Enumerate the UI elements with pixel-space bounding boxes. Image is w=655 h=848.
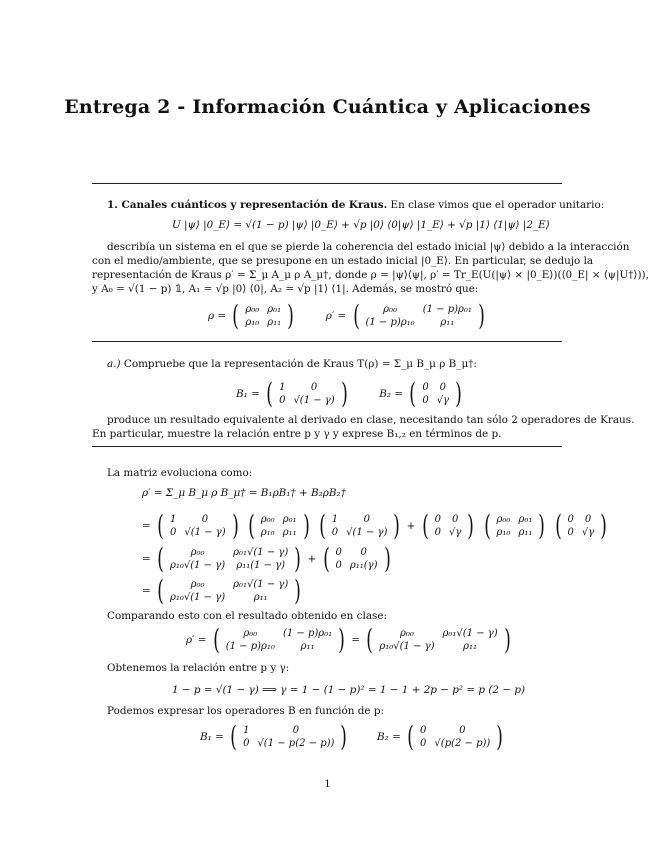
matrix-entry: ρ₀₁ [267,304,282,315]
b2-matrix [407,377,464,410]
matrix-entry: ρ₁₁ [253,592,268,603]
matrix-entry: (1 − p)ρ₀₁ [282,628,333,639]
matrix-entry: ρ₁₁ [282,527,297,538]
matrix-entry: 0 [335,547,342,558]
matrix-entry: ρ₁₁ [440,317,455,328]
matrix-grid [166,513,230,539]
right-paren: ) [338,623,345,656]
rho-prime-matrix [351,299,487,332]
section-rule [92,446,562,447]
equals-sign: = [142,585,151,597]
matrix-entry: ρ₁₁ [518,527,533,538]
left-paren: ( [409,377,417,410]
b2-lhs: B₂ = [379,388,404,400]
matrix-grid [166,546,292,572]
kraus-operators-b [236,377,465,410]
matrix-entry: ρ₀₁ [518,514,533,525]
matrix-entry: 0 [459,725,466,736]
matrix-entry: 1 [331,514,339,525]
problem-intro: En clase vimos que el operador unitario: [390,199,605,211]
problem-paragraph-line: describía un sistema en el que se pierde la coherencia del estado inicial |ψ⟩ debido a la interacción [107,241,630,253]
matrix-entry: ρ₀₀ [399,628,414,639]
matrix-entry: 1 [169,514,177,525]
b1-dagger-matrix [317,509,403,542]
equals-sign: = [142,520,151,532]
matrix-entry: ρ₁₀ [496,527,511,538]
matrix-entry: 0 [434,527,441,538]
b1-matrix [264,377,350,410]
matrix-grid [416,724,494,750]
matrix-entry: √(1 − γ) [293,395,335,406]
matrix-entry: √γ [449,527,462,538]
solution-line-1: ρ′ = Σ_μ B_μ ρ B_μ† = B₁ρB₁† + B₂ρB₂† [142,487,346,499]
matrix-entry: ρ₁₁ [463,641,478,652]
matrix-entry: √γ [581,527,595,538]
right-paren: ) [340,720,348,753]
b-in-terms-of-p [200,720,506,753]
right-paren: ) [600,509,608,542]
rho-equations [208,299,488,332]
matrix-entry: (1 − p)ρ₁₀ [225,641,275,652]
partial-result-matrix [321,542,393,575]
left-paren: ( [421,509,429,542]
left-paren: ( [248,509,255,542]
matrix-entry: ρ₀₀ [496,514,511,525]
matrix-grid [493,513,537,539]
matrix-entry: 0 [331,527,339,538]
b1-matrix [155,509,241,542]
right-paren: ) [467,509,475,542]
matrix-entry: 0 [567,527,574,538]
left-paren: ( [554,509,562,542]
left-paren: ( [483,509,491,542]
matrix-entry: ρ₁₀ [245,317,260,328]
matrix-entry: ρ₁₀√(1 − γ) [379,641,435,652]
matrix-grid [275,381,339,407]
left-paren: ( [366,623,374,656]
b1-p-matrix [228,720,349,753]
matrix-entry: 0 [279,395,286,406]
right-paren: ) [383,542,391,575]
rho-matrix [246,509,312,542]
matrix-entry: ρ₀₀ [190,547,205,558]
matrix-grid [431,513,466,539]
problem-paragraph-line: representación de Kraus ρ′ = Σ_μ A_μ ρ A_μ†, donde ρ = |ψ⟩⟨ψ|, ρ′ = Tr_E(U(|ψ⟩ × |0_E⟩)(⟨0_E| × ⟨ψ|U†⟩)), [92,269,649,281]
matrix-entry: ρ₀₁√(1 − γ) [233,579,289,590]
compare-text: Comparando esto con el resultado obtenido en clase: [107,610,387,622]
matrix-grid [222,627,336,653]
right-paren: ) [455,377,462,410]
left-paren: ( [352,299,360,332]
matrix-entry: 1 [243,725,250,736]
matrix-entry: ρ₀₀ [243,628,258,639]
rho-matrix [230,299,296,332]
b2-p-matrix [405,720,505,753]
matrix-entry: 0 [243,738,250,749]
left-paren: ( [319,509,326,542]
solution-line-4 [142,574,304,607]
b2-lhs: B₂ = [376,731,401,743]
equals-sign: = [351,634,361,646]
matrix-entry: 0 [360,547,367,558]
class-result-matrix [211,623,347,656]
matrix-entry: ρ₀₀ [245,304,260,315]
matrix-entry: 0 [434,514,441,525]
solution-line-2 [142,509,610,542]
matrix-entry: √γ [436,395,450,406]
matrix-entry: 0 [567,514,574,525]
matrix-entry: 0 [310,382,318,393]
matrix-entry: 1 [279,382,286,393]
matrix-entry: 0 [451,514,459,525]
left-paren: ( [230,720,237,753]
rho-lhs: ρ = [208,310,227,322]
matrix-entry: (1 − p)ρ₁₀ [365,317,415,328]
matrix-grid [375,627,501,653]
matrix-entry: 0 [292,725,300,736]
part-a-label: a.) [107,358,121,370]
matrix-entry: ρ₁₁ [267,317,282,328]
matrix-entry: 0 [439,382,447,393]
right-paren: ) [478,299,485,332]
problem-statement-line [107,198,604,212]
matrix-grid [257,513,301,539]
matrix-grid [328,513,392,539]
matrix-entry: √(p(2 − p)) [434,738,491,749]
matrix-entry: ρ₀₁√(1 − γ) [442,628,498,639]
matrix-entry: ρ₀₀ [383,304,398,315]
document-title: Entrega 2 - Información Cuántica y Aplicaciones [64,96,591,118]
right-paren: ) [294,574,302,607]
right-paren: ) [393,509,401,542]
matrix-entry: 0 [422,382,429,393]
right-paren: ) [294,542,302,575]
part-a-paragraph-line: En particular, muestre la relación entre p y γ y exprese B₁,₂ en términos de p. [92,428,502,440]
matrix-entry: ρ₀₀ [260,514,275,525]
matrix-entry: ρ₁₁(1 − γ) [236,560,286,571]
solution-intro: La matriz evoluciona como: [107,467,253,479]
derived-result-matrix [364,623,512,656]
matrix-entry: (1 − p)ρ₀₁ [422,304,472,315]
solution-line-3 [142,542,394,575]
matrix-grid [564,513,599,539]
matrix-entry: 0 [422,395,429,406]
plus-sign: + [406,520,416,532]
matrix-entry: ρ₀₁√(1 − γ) [233,547,289,558]
matrix-entry: 0 [201,514,209,525]
matrix-grid [241,303,285,329]
matrix-entry: ρ₁₀√(1 − γ) [169,592,226,603]
part-a-statement [107,357,477,371]
left-paren: ( [157,542,164,575]
section-rule-top [92,183,562,184]
right-paren: ) [340,377,348,410]
b2-dagger-matrix [553,509,610,542]
left-paren: ( [157,574,164,607]
right-paren: ) [287,299,294,332]
b2-matrix [420,509,477,542]
final-rho-prime-matrix [155,574,303,607]
left-paren: ( [212,623,220,656]
right-paren: ) [538,509,546,542]
left-paren: ( [322,542,330,575]
partial-result-matrix [155,542,303,575]
problem-paragraph-line: con el medio/ambiente, que se presupone en un estado inicial |0_E⟩. En particular, se dedujo la [92,255,594,267]
equals-sign: = [142,553,151,565]
problem-paragraph-line: y A₀ = √(1 − p) 𝟙, A₁ = √p |0⟩ ⟨0|, A₂ = √p |1⟩ ⟨1|. Además, se mostró que: [92,283,479,295]
matrix-entry: ρ₀₁ [282,514,297,525]
matrix-grid [239,724,338,750]
matrix-grid [332,546,382,572]
matrix-entry: 0 [420,725,427,736]
matrix-entry: 0 [169,527,177,538]
b1-lhs: B₁ = [236,388,260,400]
matrix-entry: √(1 − p(2 − p)) [257,738,335,749]
left-paren: ( [266,377,273,410]
right-paren: ) [231,509,239,542]
part-a-text: Compruebe que la representación de Kraus T(ρ) = Σ_μ B_μ ρ B_μ†: [123,358,477,370]
problem-heading: 1. Canales cuánticos y representación de Kraus. [107,199,388,211]
matrix-grid [418,381,453,407]
matrix-entry: 0 [420,738,427,749]
section-rule [92,341,562,342]
left-paren: ( [407,720,414,753]
matrix-entry: ρ₁₁(γ) [349,560,378,571]
left-paren: ( [157,509,164,542]
plus-sign: + [307,553,317,565]
matrix-entry: √(1 − γ) [184,527,226,538]
page-number: 1 [324,778,331,790]
part-a-paragraph-line: produce un resultado equivalente al derivado en clase, necesitando tan sólo 2 operadores de Kraus. [107,414,635,426]
relation-text: Obtenemos la relación entre p y γ: [107,662,290,674]
left-paren: ( [232,299,240,332]
matrix-entry: √(1 − γ) [346,527,388,538]
right-paren: ) [496,720,504,753]
matrix-entry: ρ₀₀ [190,579,205,590]
right-paren: ) [302,509,310,542]
matrix-entry: 0 [363,514,370,525]
matrix-entry: 0 [584,514,592,525]
b1-lhs: B₁ = [200,731,224,743]
matrix-entry: ρ₁₀√(1 − γ) [169,560,226,571]
unitary-equation: U |ψ⟩ |0_E⟩ = √(1 − p) |ψ⟩ |0_E⟩ + √p |0⟩ ⟨0|ψ⟩ |1_E⟩ + √p |1⟩ ⟨1|ψ⟩ |2_E⟩ [172,219,550,231]
matrix-entry: ρ₁₁ [300,641,315,652]
rho-prime-lhs: ρ′ = [186,634,207,646]
matrix-entry: 0 [335,560,342,571]
matrix-grid [361,303,475,329]
comparison-equation [186,623,514,656]
express-text: Podemos expresar los operadores B en función de p: [107,705,384,717]
rho-matrix [482,509,548,542]
matrix-entry: ρ₁₀ [260,527,275,538]
relation-equation: 1 − p = √(1 − γ) ⟹ γ = 1 − (1 − p)² = 1 − 1 + 2p − p² = p (2 − p) [172,684,526,696]
right-paren: ) [503,623,511,656]
matrix-grid [166,578,292,604]
rho-prime-lhs: ρ′ = [325,310,347,322]
